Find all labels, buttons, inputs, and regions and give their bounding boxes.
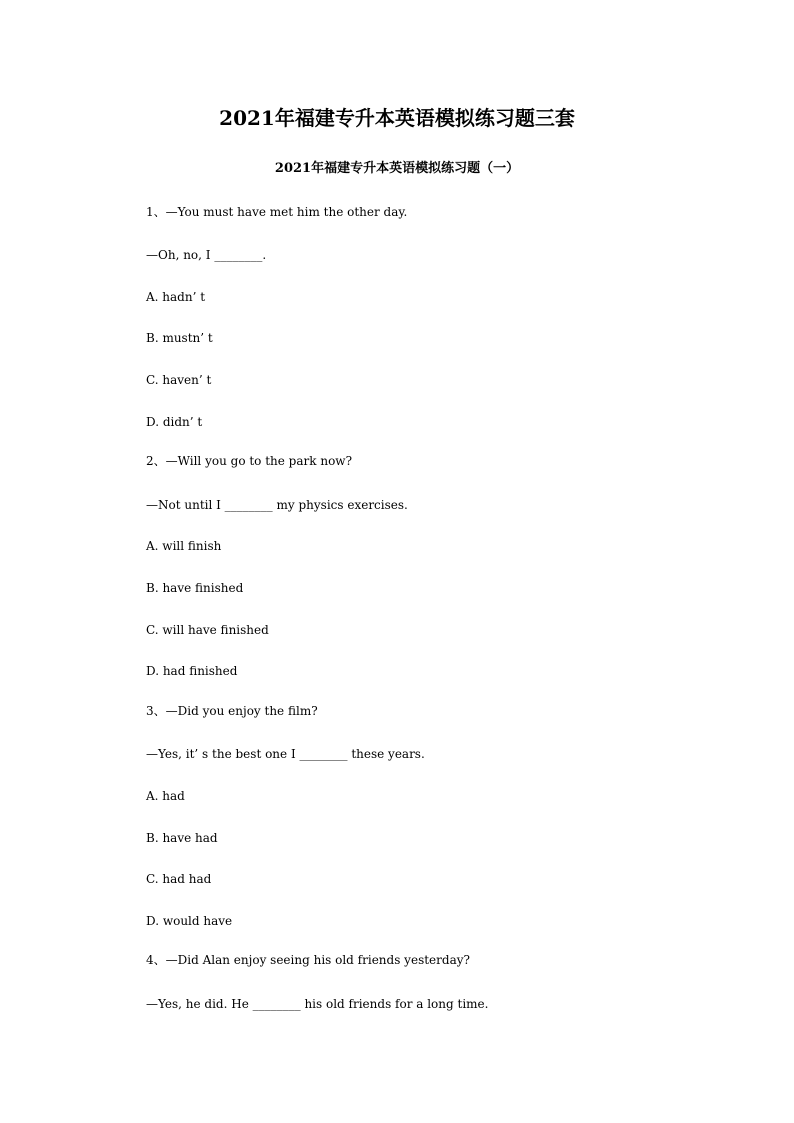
question-4-reply: —Yes, he did. He ________ his old friends for a long time. (146, 997, 489, 1011)
question-2-option-a: A. will finish (146, 539, 222, 553)
question-1-prompt: 1、—You must have met him the other day. (146, 205, 408, 219)
question-3-option-d: D. would have (146, 914, 233, 928)
question-1-option-a: A. hadn’ t (146, 290, 206, 304)
question-2-reply: —Not until I ________ my physics exercises. (146, 498, 408, 512)
question-3-option-a: A. had (146, 789, 185, 803)
question-1-option-b: B. mustn’ t (146, 331, 213, 345)
question-1-option-c: C. haven’ t (146, 373, 212, 387)
question-1-option-d: D. didn’ t (146, 415, 203, 429)
section-title: 2021年福建专升本英语模拟练习题（一） (274, 161, 520, 176)
question-2-option-c: C. will have finished (146, 623, 269, 637)
question-2-option-b: B. have finished (146, 581, 244, 595)
question-4-prompt: 4、—Did Alan enjoy seeing his old friends yesterday? (146, 953, 470, 967)
document-title: 2021年福建专升本英语模拟练习题三套 (219, 106, 575, 130)
question-2-prompt: 2、—Will you go to the park now? (146, 454, 352, 468)
question-3-option-b: B. have had (146, 831, 218, 845)
question-3-reply: —Yes, it’ s the best one I ________ these years. (146, 747, 425, 761)
question-3-prompt: 3、—Did you enjoy the film? (146, 704, 318, 718)
question-3-option-c: C. had had (146, 872, 212, 886)
question-2-option-d: D. had finished (146, 664, 238, 678)
question-1-reply: —Oh, no, I ________. (146, 248, 267, 262)
